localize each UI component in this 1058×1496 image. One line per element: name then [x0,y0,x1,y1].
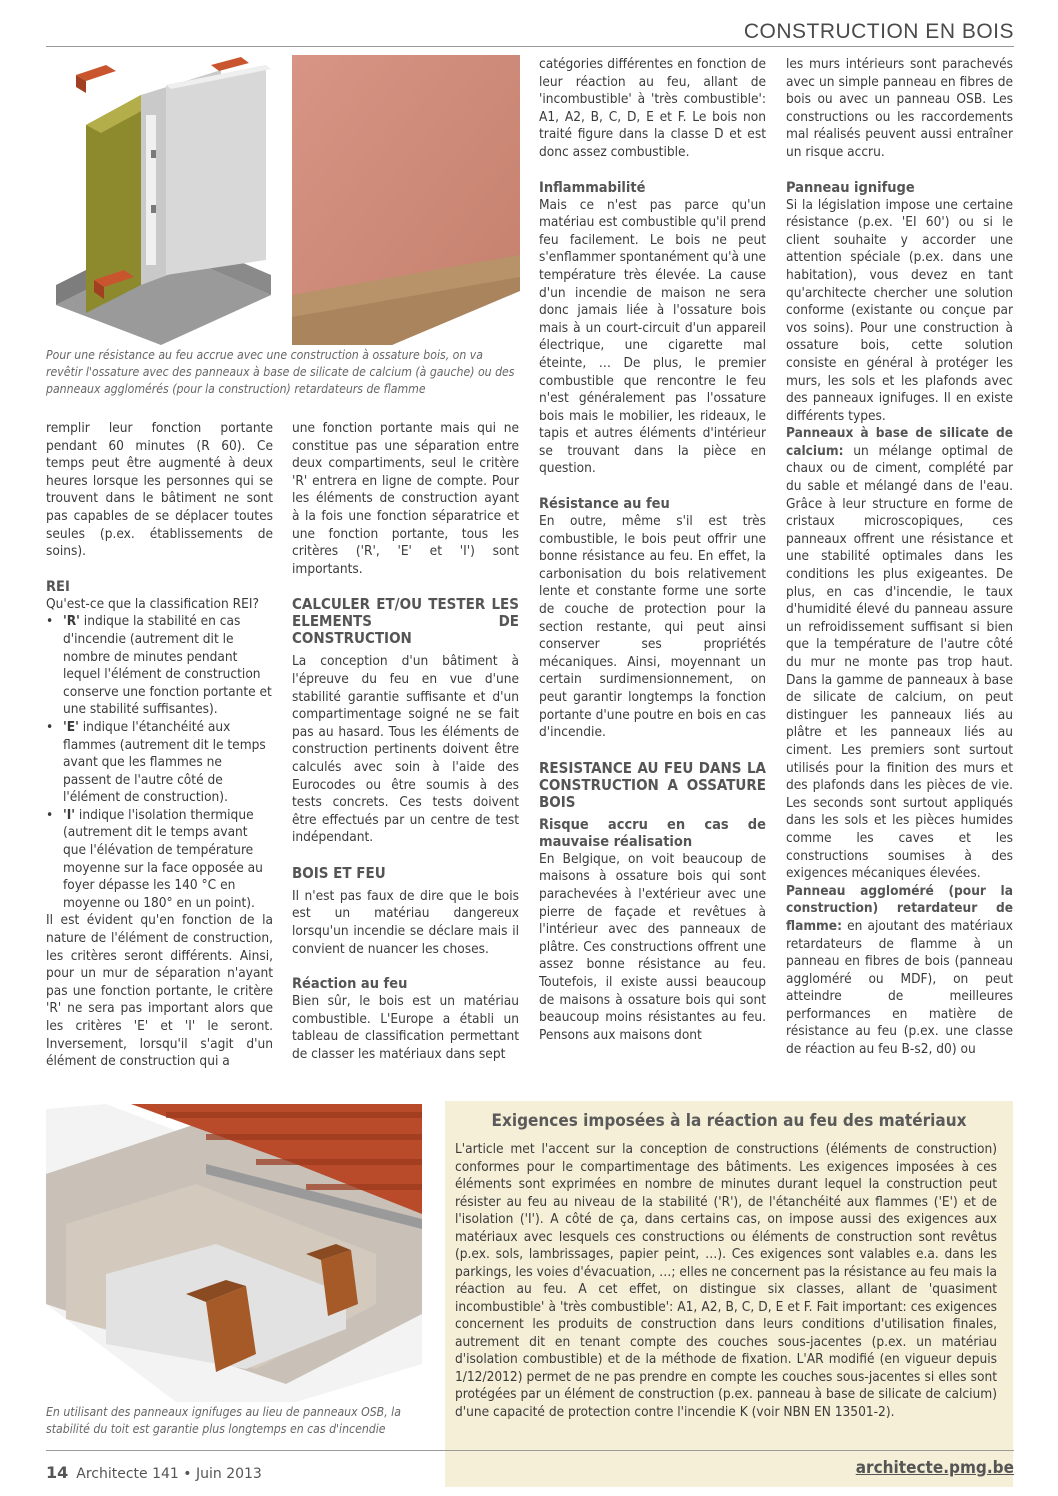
col4-paragraph-4: Panneau aggloméré (pour la construction) retardateur de flamme: en ajoutant des matériaux retardateurs de flamme à un panneau en fibres de bois (panneau aggloméré ou MDF), on peut atteindre de meilleures performances en matière de résistance au feu (p.ex. une classe de réaction au feu B-s2, d0) ou [786,882,1013,1058]
col2-paragraph-3: Il n'est pas faux de dire que le bois est un matériau dangereux lorsqu'un incendie se déclare mais il convient de nuancer les choses. [292,887,519,957]
header-rule [46,46,1014,47]
footer-issue [46,1463,262,1482]
col4-paragraph-1: les murs intérieurs sont parachevés avec un simple panneau en fibres de bois ou avec un panneau OSB. Les constructions ou les raccordements mal réalisés peuvent aussi entraîner un risque accru. [786,56,1013,160]
footer-rule [46,1450,1014,1451]
col1-paragraph-2: Il est évident qu'en fonction de la nature de l'élément de construction, les critères seront différents. Ainsi, pour un mur de séparation n'ayant pas une fonction portante, le critère 'R' ne sera pas important alors que les critères 'E' et 'I' le seront. Inversement, lorsqu'il s'agit d'un élément de construction qui a [46,912,273,1070]
heading-resistance-au-feu: Résistance au feu [539,496,670,513]
col2-paragraph-4: Bien sûr, le bois est un matériau combustible. L'Europe a établi un tableau de classification permettant de classer les matériaux dans sept [292,993,519,1063]
list-item: • 'R' indique la stabilité en cas d'incendie (autrement dit le nombre de minutes pendant lequel l'élément de construction conserve une fonction portante et une stabilité suffisantes). [46,613,272,718]
column-1 [46,420,273,1071]
rei-list [46,613,273,912]
top-figure-caption: Pour une résistance au feu accrue avec une construction à ossature bois, on va revêtir l'ossature avec des panneaux à base de silicate de calcium (à gauche) ou des panneaux agglomérés (pour la construction) retardateurs de flamme [46,348,515,396]
info-box-text: L'article met l'accent sur la conception de constructions (éléments de construction) conformes pour le compartimentage des bâtiments. Les exigences imposées à ces éléments sont exprimées en nombre de minutes durant lequel la construction peut résister au feu au niveau de la stabilité ('R'), de l'étanchéité aux flammes ('E') et de l'isolation ('I'). A côté de ça, dans certains cas, on impose aussi des exigences aux matériaux avec lesquels ces constructions ou éléments de construction sont revêtus (p.ex. sols, lambrissages, papier peint, …). Ces exigences sont valables e.a. dans les parkings, les voies d'évacuation, …; elles ne concernent pas la résistance au feu mais la réaction au feu. A cet effet, on distingue six classes, allant de 'quasiment incombustible' à 'très combustible': A1, A2, B, C, D, E et F. Fait important: ces exigences concernent les produits de construction dans leurs conditions d'utilisation finales, autrement dit en tenant compte des couches sous-jacentes (p.ex. un matériau d'isolation combustible) et de la méthode de fixation. L'AR modifié (en vigueur depuis 1/12/2012) permet de ne pas prendre en compte les couches sous-jacentes si elles sont protégées par un élément de construction (p.ex. panneau à base de silicate de calcium) d'une capacité de protection contre l'incendie K (voir NBN EN 13501-2). [455,1141,997,1420]
rei-question: Qu'est-ce que la classification REI? [46,595,259,612]
column-2 [292,420,519,1064]
particle-board-image [292,55,520,345]
heading-inflammabilite: Inflammabilité [539,179,646,196]
list-item: • 'E' indique l'étanchéité aux flammes (autrement dit le temps avant que les flammes ne passent de l'autre côté de l'élément de construction). [46,718,266,806]
info-box-title: Exigences imposées à la réaction au feu des matériaux [491,1111,967,1131]
heading-rei: REI [46,578,70,595]
heading-bois-et-feu: BOIS ET FEU [292,863,386,882]
column-4 [786,56,1013,1059]
bottom-figure-caption: En utilisant des panneaux ignifuges au lieu de panneaux OSB, la stabilité du toit est garantie plus longtemps en cas d'incendie [46,1405,401,1436]
col2-paragraph-2: La conception d'un bâtiment à l'épreuve du feu en vue d'une stabilité garantie suffisante et d'un compartimentage soigné ne se fait pas au hasard. Tous les éléments de construction pertinents doivent être calculés avec soin à l'aide des Eurocodes ou être soumis à des tests concrets. Ces tests doivent être effectués par un centre de test indépendant. [292,653,519,846]
col1-paragraph-1: remplir leur fonction portante pendant 60 minutes (R 60). Ce temps peut être augmenté à deux heures lorsque les personnes qui se trouvent dans le bâtiment ne sont pas capables de se déplacer toutes seules (p.ex. établissements de soins). [46,420,273,560]
page-number: 14 [46,1463,69,1482]
column-3 [539,56,766,1044]
website-link[interactable]: architecte.pmg.be [855,1458,1014,1478]
wall-section-image [46,55,276,345]
roof-section-image [46,1104,422,1402]
heading-panneau-ignifuge: Panneau ignifuge [786,179,915,196]
col4-paragraph-3: Panneaux à base de silicate de calcium: un mélange optimal de chaux ou de ciment, complété par du sable et mélangé dans de l'eau. Grâce à leur structure en forme de cristaux microscopiques, ces panneaux offrent une résistance et une stabilité optimales dans les conditions les plus exigeantes. De plus, en cas d'incendie, le taux d'humidité élevé du panneau assure un refroidissement suffisant si bien que la température de l'autre côté du mur ne monte pas trop haut. Dans la gamme de panneaux à base de silicate de calcium, on peut distinguer les panneaux liés au plâtre et les panneaux liés au ciment. Les premiers sont surtout utilisés pour la finition des murs et des plafonds dans les pièces de vie. Les seconds sont surtout appliqués dans les sols et les pièces humides comme les caves et les constructions soumises à des exigences mécaniques élevées. [786,425,1013,882]
info-box [445,1101,1013,1487]
heading-reaction-au-feu: Réaction au feu [292,976,408,993]
heading-calculer: CALCULER ET/OU TESTER LES ELEMENTS DE CONSTRUCTION [292,595,519,648]
col3-paragraph-1: catégories différentes en fonction de leur réaction au feu, allant de 'incombustible' à 'très combustible': A1, A2, B, C, D, E et F. Le bois non traité figure dans la classe D et est donc assez combustible. [539,56,766,160]
col2-paragraph-1: une fonction portante mais qui ne constitue pas une séparation entre deux compartiments, seul le critère 'R' entrera en ligne de compte. Pour les éléments de construction ayant à la fois une fonction séparatrice et une fonction portante, tous les critères ('R', 'E' et 'I') sont importants. [292,420,519,577]
col3-paragraph-3: En outre, même s'il est très combustible, le bois peut offrir une bonne résistance au feu. En effet, la carbonisation du bois relativement lente et constante forme une sorte de couche de protection pour la section restante, qui peut ainsi conserver ses propriétés mécaniques. Ainsi, moyennant un certain surdimensionnement, on peut garantir longtemps la fonction portante d'une poutre en bois en cas d'incendie. [539,513,766,741]
col4-paragraph-2: Si la législation impose une certaine résistance (p.ex. 'EI 60') ou si le client souhaite y accorder une attention spéciale (p.ex. dans une habitation), vous devez en tant qu'architecte chercher une solution conforme (existante ou conçue par vos soins). Pour une construction à ossature bois, cette solution consiste en général à protéger les murs, les sols et les plafonds avec des panneaux ignifuges. Il en existe différents types. [786,196,1013,424]
col3-paragraph-2: Mais ce n'est pas parce qu'un matériau est combustible qu'il prend feu facilement. Le bois ne peut s'enflammer spontanément qu'à une température très élevée. La cause d'un incendie de maison ne sera donc jamais liée à l'ossature bois mais à un court-circuit d'un appareil électrique, une cigarette mal éteinte, … De plus, le premier combustible que rencontre le feu n'est généralement pas l'ossature bois mais le mobilier, les rideaux, le tapis et autres éléments d'intérieur se trouvant dans la pièce en question. [539,196,766,477]
list-item: • 'I' indique l'isolation thermique (autrement dit le temps avant que l'élévation de température moyenne sur la face opposée au foyer dépasse les 140 °C en moyenne ou 180° en un point). [46,806,263,911]
issue-info: Architecte 141 • Juin 2013 [76,1466,262,1482]
heading-ossature-bois: RESISTANCE AU FEU DANS LA CONSTRUCTION A OSSATURE BOIS [539,758,766,811]
col3-paragraph-4: En Belgique, on voit beaucoup de maisons à ossature bois qui sont parachevées à l'extérieur avec une pierre de façade et revêtues à l'intérieur avec des panneaux de plâtre. Ces constructions offrent une assez bonne résistance au feu. Toutefois, il existe aussi beaucoup de maisons à ossature bois qui sont beaucoup moins résistantes au feu. Pensons aux maisons dont [539,850,766,1043]
section-title: CONSTRUCTION EN BOIS [743,20,1014,43]
heading-risque-accru: Risque accru en cas de mauvaise réalisation [539,816,766,850]
